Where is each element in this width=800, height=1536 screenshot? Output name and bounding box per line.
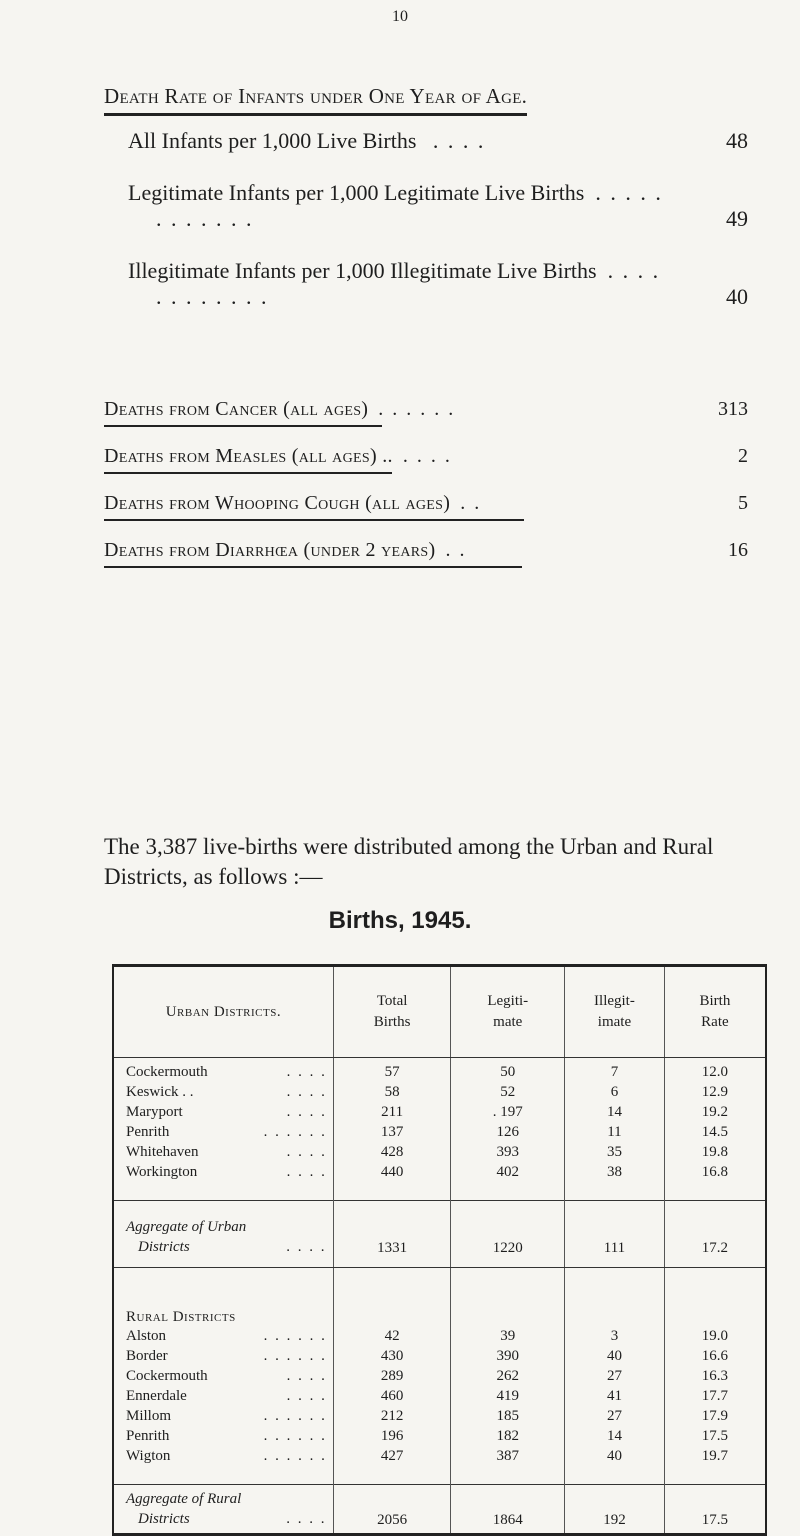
deaths-value: 2 (738, 445, 748, 467)
table-row: Ennerdale . . . . 460 419 41 17.7 (113, 1386, 766, 1406)
leader-dots: . . . . . . . . . . . . (156, 258, 661, 309)
leader-dots: . . (445, 539, 467, 561)
births-table (112, 964, 767, 1536)
underline (104, 566, 522, 568)
stat-label: Legitimate Infants per 1,000 Legitimate Live Births (128, 180, 585, 205)
leader-dots: . . (460, 492, 482, 514)
header-illegitimate: Illegit- imate (565, 966, 665, 1058)
table-row: Wigton . . . . . . 427 387 40 19.7 (113, 1446, 766, 1485)
stat-illegitimate-infants (128, 258, 748, 310)
table-row: Cockermouth . . . . 57 50 7 12.0 (113, 1058, 766, 1083)
deaths-label: Deaths from Measles (all ages) .. (104, 445, 393, 467)
stat-value: 49 (726, 206, 748, 231)
table-title: Births, 1945. (328, 907, 472, 934)
table-row: Penrith . . . . . . 196 182 14 17.5 (113, 1426, 766, 1446)
stat-label: Illegitimate Infants per 1,000 Illegitimate Live Births (128, 258, 597, 283)
leader-dots: . . . . (432, 128, 486, 153)
deaths-whooping-cough (104, 492, 748, 515)
stat-all-infants (128, 128, 748, 154)
table-row: Keswick . . . . . . 58 52 6 12.9 (113, 1082, 766, 1102)
deaths-cancer (104, 398, 748, 421)
table-row: Maryport . . . . 211 . 197 14 19.2 (113, 1102, 766, 1122)
deaths-diarrhoea (104, 539, 748, 562)
underline (104, 472, 392, 474)
stat-legitimate-infants (128, 180, 748, 232)
table-row: Border . . . . . . 430 390 40 16.6 (113, 1346, 766, 1366)
stat-value: 40 (726, 284, 748, 309)
underline (104, 425, 382, 427)
table-header-row (113, 966, 766, 1058)
rural-aggregate-row: Aggregate of Rural Districts . . . . 2056 1864 192 17.5 (113, 1485, 766, 1535)
deaths-value: 313 (718, 398, 748, 420)
table-row: Penrith . . . . . . 137 126 11 14.5 (113, 1122, 766, 1142)
deaths-value: 5 (738, 492, 748, 514)
infant-stats (128, 128, 748, 310)
leader-dots: . . . . . . . . . . . . (156, 180, 663, 231)
leader-dots: . . . . (402, 445, 452, 467)
stat-value: 48 (726, 128, 748, 153)
header-legitimate: Legiti- mate (451, 966, 565, 1058)
header-district: Urban Districts. (113, 966, 333, 1058)
intro-paragraph: The 3,387 live-births were distributed among the Urban and Rural Districts, as follows :— (104, 834, 714, 889)
deaths-measles (104, 445, 748, 468)
section-heading: Death Rate of Infants under One Year of Age. (104, 84, 527, 116)
table-row: Whitehaven . . . . 428 393 35 19.8 (113, 1142, 766, 1162)
page-number: 10 (392, 8, 408, 25)
stat-label: All Infants per 1,000 Live Births (128, 128, 417, 153)
header-birth-rate: Birth Rate (664, 966, 766, 1058)
header-total: Total Births (333, 966, 451, 1058)
table-row: Workington . . . . 440 402 38 16.8 (113, 1162, 766, 1201)
deaths-label: Deaths from Whooping Cough (all ages) (104, 492, 451, 514)
table-row: Alston . . . . . . 42 39 3 19.0 (113, 1326, 766, 1346)
leader-dots: . . . . . . (378, 398, 456, 420)
deaths-label: Deaths from Diarrhœa (under 2 years) (104, 539, 436, 561)
table-row: Cockermouth . . . . 289 262 27 16.3 (113, 1366, 766, 1386)
deaths-label: Deaths from Cancer (all ages) (104, 398, 369, 420)
urban-aggregate-row: Aggregate of Urban Districts . . . . 1331 1220 111 17.2 (113, 1201, 766, 1268)
deaths-value: 16 (728, 539, 748, 561)
rural-heading-row: Rural Districts (113, 1268, 766, 1327)
underline (104, 519, 524, 521)
table-row: Millom . . . . . . 212 185 27 17.9 (113, 1406, 766, 1426)
